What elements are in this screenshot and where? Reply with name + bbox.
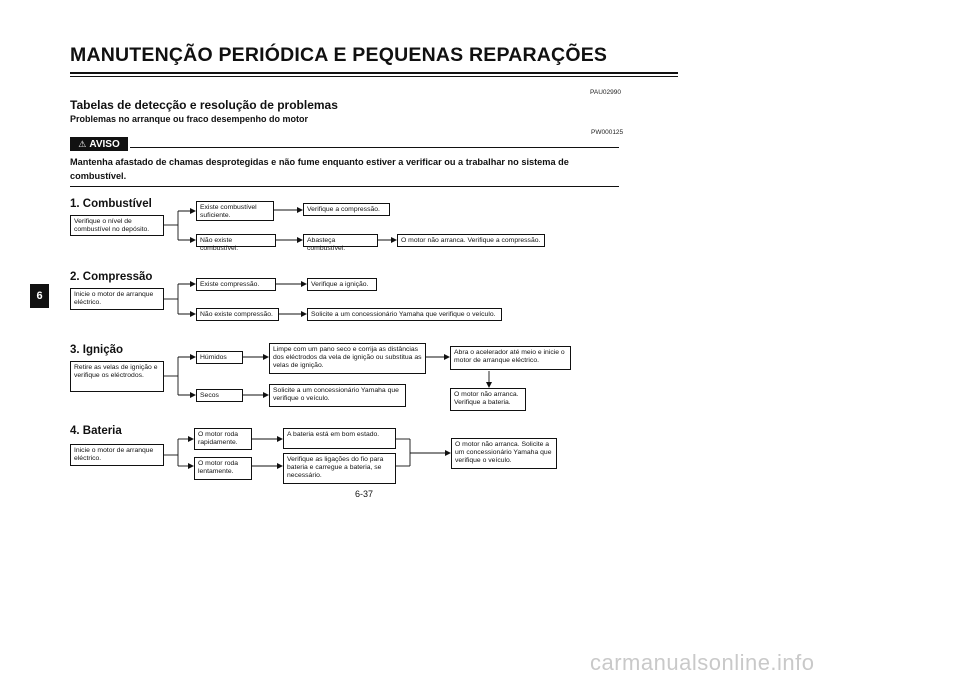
section-title-battery: 4. Bateria [70,425,122,437]
warning-code: PW000125 [591,129,624,136]
chapter-tab: 6 [30,284,49,308]
warning-label-text: AVISO [89,138,120,150]
section-title-compression: 2. Compressão [70,271,153,283]
section-title-ignition: 3. Ignição [70,344,124,356]
compression-no-action-box: Solicite a um concessionário Yamaha que verifique o veículo. [307,308,502,321]
ignition-dry-action-box: Solicite a um concessionário Yamaha que verifique o veículo. [269,384,406,407]
battery-result-box: O motor não arranca. Solicite a um concessionário Yamaha que verifique o veículo. [451,438,557,469]
compression-check-box: Inicie o motor de arranque eléctrico. [70,288,164,310]
ignition-dry-box: Secos [196,389,243,402]
page-title: MANUTENÇÃO PERIÓDICA E PEQUENAS REPARAÇÕES [70,44,608,66]
fuel-check-box: Verifique o nível de combustível no depósito. [70,215,164,236]
battery-fast-box: O motor roda rapidamente. [194,428,252,450]
ignition-wet-result-box: O motor não arranca. Verifique a bateria. [450,388,526,411]
compression-yes-box: Existe compressão. [196,278,276,291]
battery-slow-action-box: Verifique as ligações do fio para bateria e carregue a bateria, se necessário. [283,453,396,484]
section-title-fuel: 1. Combustível [70,198,152,210]
section-heading: Tabelas de detecção e resolução de problemas [70,98,338,112]
fuel-yes-action-box: Verifique a compressão. [303,203,390,216]
fuel-yes-box: Existe combustível suficiente. [196,201,274,221]
warning-triangle-icon: ⚠ [78,138,87,149]
battery-slow-box: O motor roda lentamente. [194,457,252,480]
fuel-no-result-box: O motor não arranca. Verifique a compressão. [397,234,545,247]
section-code: PAU02990 [590,89,621,96]
ignition-wet-next-box: Abra o acelerador até meio e inicie o motor de arranque eléctrico. [450,346,571,370]
warning-text: Mantenha afastado de chamas desprotegidas e não fume enquanto estiver a verificar ou a trabalhar no sistema de combustível. [70,157,569,181]
ignition-wet-action-box: Limpe com um pano seco e corrija as distâncias dos eléctrodos da vela de ignição ou substitua as velas de ignição. [269,343,426,374]
battery-fast-action-box: A bateria está em bom estado. [283,428,396,449]
page-number: 6-37 [355,489,374,499]
fuel-no-action-box: Abasteça combustível. [303,234,378,247]
watermark: carmanualsonline.info [590,650,815,675]
battery-check-box: Inicie o motor de arranque eléctrico. [70,444,164,466]
fuel-no-box: Não existe combustível. [196,234,276,247]
compression-yes-action-box: Verifique a ignição. [307,278,377,291]
section-subheading: Problemas no arranque ou fraco desempenho do motor [70,114,309,124]
compression-no-box: Não existe compressão. [196,308,279,321]
ignition-check-box: Retire as velas de ignição e verifique os eléctrodos. [70,361,164,392]
ignition-wet-box: Húmidos [196,351,243,364]
